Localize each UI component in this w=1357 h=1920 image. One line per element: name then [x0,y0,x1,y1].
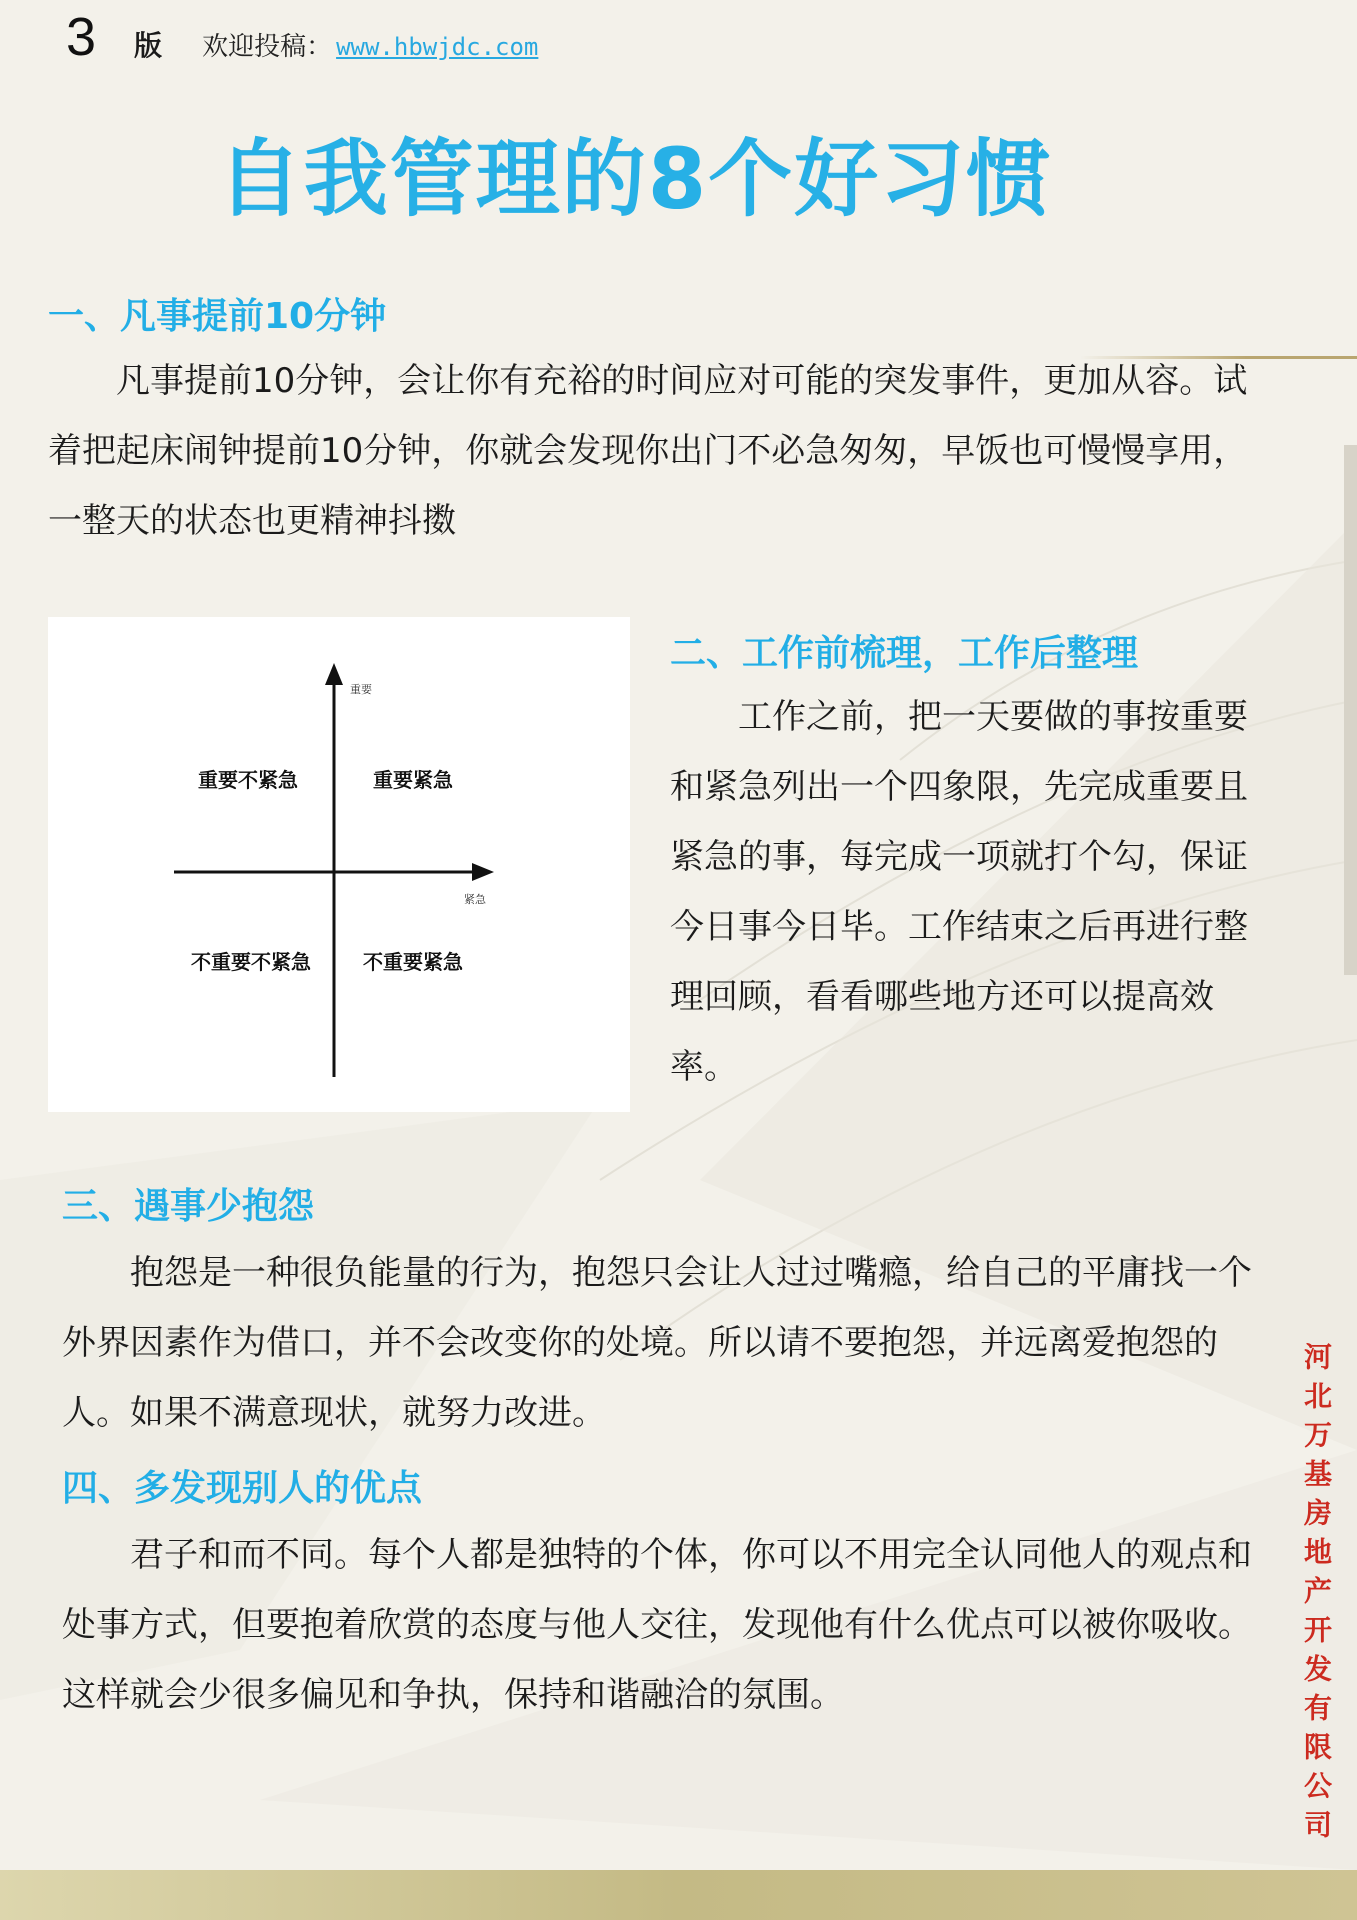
section-3-body: 抱怨是一种很负能量的行为，抱怨只会让人过过嘴瘾，给自己的平庸找一个外界因素作为借口，并不会改变你的处境。所以请不要抱怨，并远离爱抱怨的人。如果不满意现状，就努力改进。 [62,1253,1252,1433]
x-axis-label: 紧急 [464,893,486,906]
submission-label: 欢迎投稿： [202,32,333,62]
right-edge-bar [1344,445,1357,975]
page-number: 3 [66,7,97,67]
priority-matrix-diagram [48,617,630,1112]
section-4-body: 君子和而不同。每个人都是独特的个体，你可以不用完全认同他人的观点和处事方式，但要抱着欣赏的态度与他人交往，发现他有什么优点可以被你吸收。这样就会少很多偏见和争执，保持和谐融洽的氛围。 [62,1535,1252,1715]
quadrant-bottom-left: 不重要不紧急 [191,950,311,974]
section-1-heading: 一、凡事提前10分钟 [48,296,387,337]
horizontal-axis-arrow [472,863,494,881]
quadrant-top-left: 重要不紧急 [198,768,298,792]
section-1-body: 凡事提前10分钟，会让你有充裕的时间应对可能的突发事件，更加从容。试着把起床闹钟提前10分钟，你就会发现你出门不必急匆匆，早饭也可慢慢享用，一整天的状态也更精神抖擞 [48,361,1248,541]
quadrant-bottom-right: 不重要紧急 [363,950,463,974]
company-name-vertical: 河北万基房地产开发有限公司 [1300,1342,1333,1849]
quadrant-top-right: 重要紧急 [373,768,453,792]
y-axis-label: 重要 [350,683,372,696]
bottom-decorative-band [0,1870,1357,1920]
website-link[interactable]: www.hbwjdc.com [336,33,539,61]
page-header [66,6,538,66]
article-title: 自我管理的8个好习惯 [217,130,1053,228]
section-2-body: 工作之前，把一天要做的事按重要和紧急列出一个四象限，先完成重要且紧急的事，每完成一项就打个勾，保证今日事今日毕。工作结束之后再进行整理回顾，看看哪些地方还可以提高效率。 [670,697,1248,1087]
page-suffix: 版 [134,29,163,62]
section-2-heading: 二、工作前梳理，工作后整理 [670,633,1139,674]
section-4-heading: 四、多发现别人的优点 [62,1468,423,1509]
priority-matrix-svg [48,617,630,1112]
vertical-axis-arrow [325,663,343,685]
section-3-heading: 三、遇事少抱怨 [62,1186,315,1227]
